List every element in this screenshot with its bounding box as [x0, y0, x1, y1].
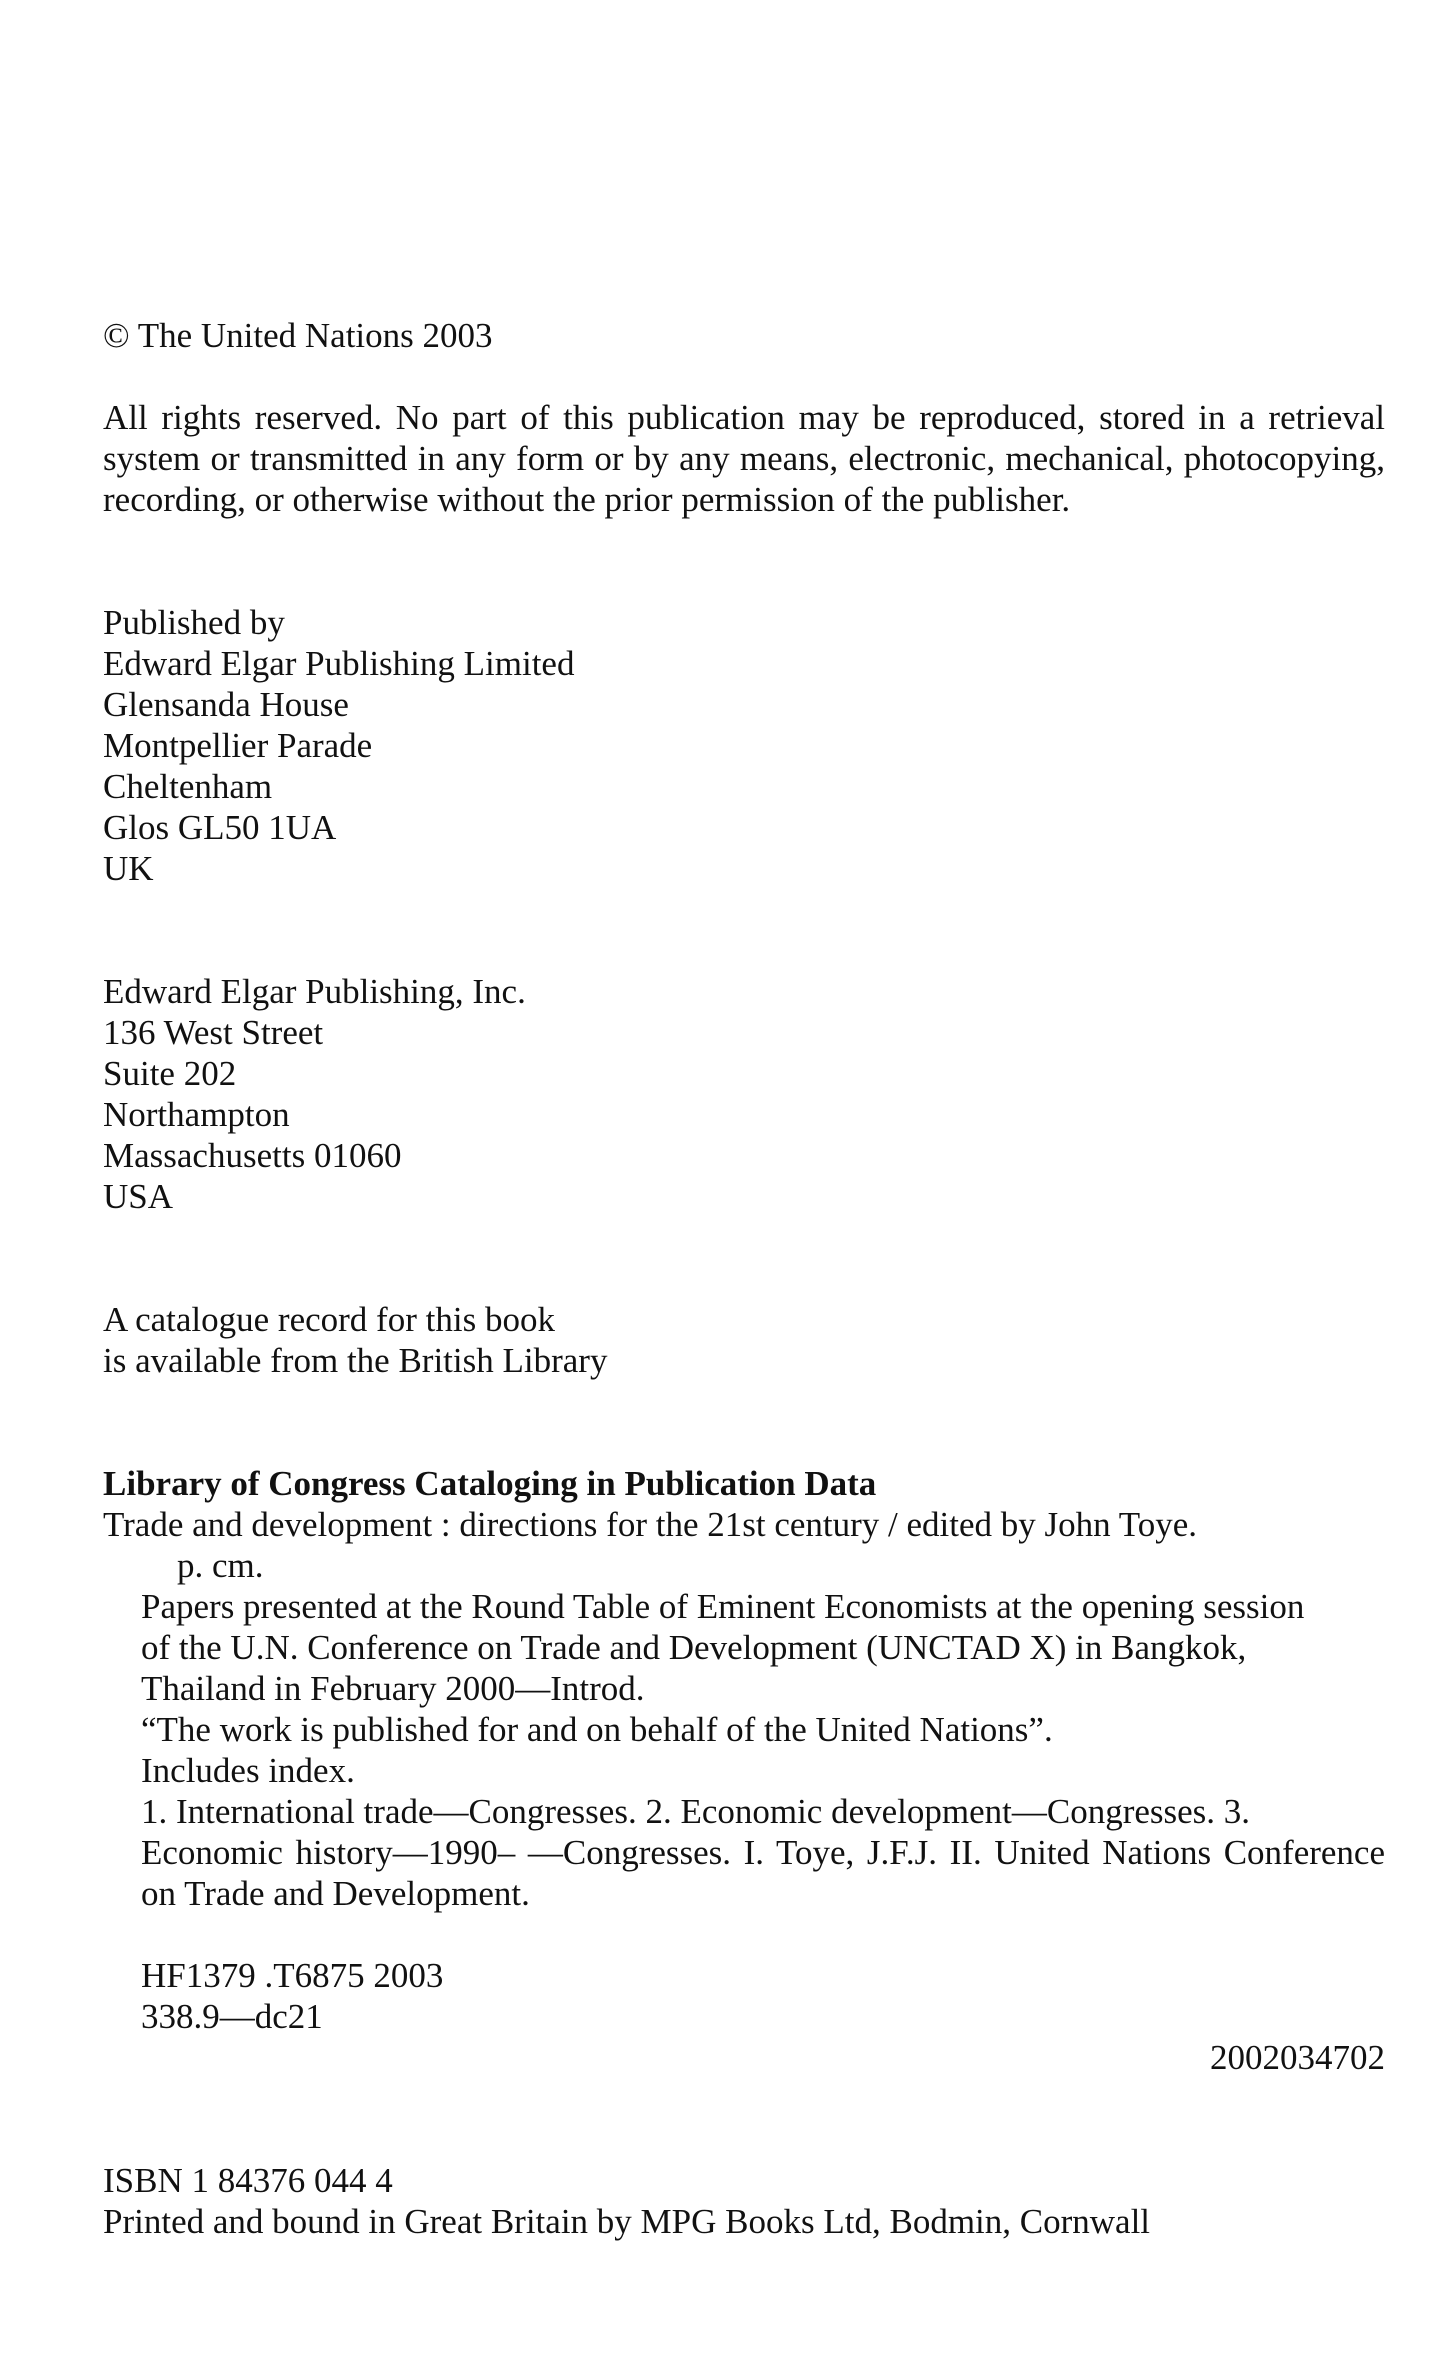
publisher-us-address — [103, 971, 1385, 1217]
address-line: Cheltenham — [103, 767, 273, 806]
isbn: ISBN 1 84376 044 4 — [103, 2161, 393, 2200]
printer-statement: Printed and bound in Great Britain by MPG Books Ltd, Bodmin, Cornwall — [103, 2202, 1151, 2241]
rights-line: recording, or otherwise without the prior permission of the publisher. — [103, 480, 1071, 519]
cip-note-line: of the U.N. Conference on Trade and Development (UNCTAD X) in Bangkok, — [141, 1628, 1247, 1667]
address-line: Suite 202 — [103, 1054, 237, 1093]
copyright-page — [103, 315, 1385, 2242]
address-line: Massachusetts 01060 — [103, 1136, 402, 1175]
cip-note-line: Papers presented at the Round Table of Eminent Economists at the opening session — [141, 1587, 1305, 1626]
cip-note-line: “The work is published for and on behalf of the United Nations”. — [141, 1710, 1053, 1749]
cip-notes — [103, 1586, 1385, 1914]
catalogue-line: A catalogue record for this book — [103, 1300, 555, 1339]
cip-class-numbers — [103, 1955, 1385, 2037]
cip-class-number: 338.9—dc21 — [141, 1997, 323, 2036]
address-line: Glensanda House — [103, 685, 349, 724]
cip-note-line: Includes index. — [141, 1751, 355, 1790]
address-line: Edward Elgar Publishing, Inc. — [103, 972, 526, 1011]
address-line: UK — [103, 849, 154, 888]
address-line: Published by — [103, 603, 285, 642]
address-line: Montpellier Parade — [103, 726, 373, 765]
copyright-notice: © The United Nations 2003 — [103, 316, 493, 355]
rights-line: system or transmitted in any form or by any means, electronic, mechanical, photocopying, — [103, 439, 1385, 478]
cip-lccn: 2002034702 — [1210, 2038, 1385, 2077]
cip-data — [103, 1463, 1385, 2078]
cip-note-line: on Trade and Development. — [141, 1874, 530, 1913]
publisher-uk-address — [103, 602, 1385, 889]
cip-note-line: Thailand in February 2000—Introd. — [141, 1669, 645, 1708]
address-line: Edward Elgar Publishing Limited — [103, 644, 575, 683]
cip-pcm: p. cm. — [177, 1546, 264, 1585]
rights-line: All rights reserved. No part of this publication may be reproduced, stored in a retrieval — [103, 398, 1385, 437]
address-line: 136 West Street — [103, 1013, 324, 1052]
catalogue-line: is available from the British Library — [103, 1341, 608, 1380]
cip-title: Trade and development : directions for the 21st century / edited by John Toye. — [103, 1505, 1197, 1544]
cip-class-number: HF1379 .T6875 2003 — [141, 1956, 444, 1995]
cip-note-line: Economic history—1990– —Congresses. I. Toye, J.F.J. II. United Nations Conference — [141, 1833, 1385, 1872]
address-line: Northampton — [103, 1095, 290, 1134]
rights-statement — [103, 397, 1385, 520]
address-line: Glos GL50 1UA — [103, 808, 337, 847]
address-line: USA — [103, 1177, 174, 1216]
cip-note-line: 1. International trade—Congresses. 2. Economic development—Congresses. 3. — [141, 1792, 1251, 1831]
catalogue-record — [103, 1299, 1385, 1381]
cip-heading: Library of Congress Cataloging in Publication Data — [103, 1464, 877, 1503]
